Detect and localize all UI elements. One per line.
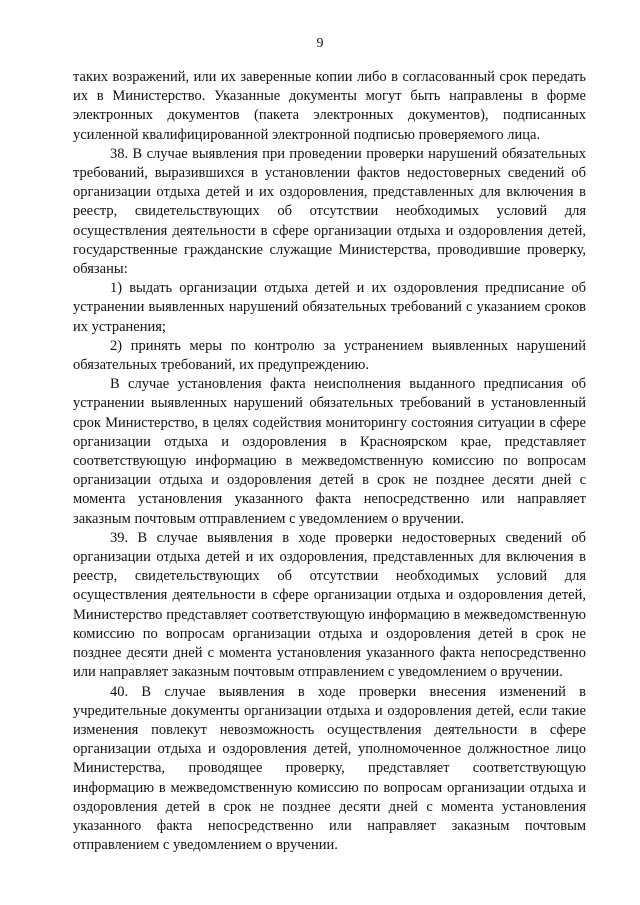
page-number: 9 [316,36,324,51]
paragraph-item-38-subitem-2: 2) принять меры по контролю за устранением выявленных нарушений обязательных требований, их предупреждению. [73,337,586,374]
paragraph-item-38: 38. В случае выявления при проведении проверки нарушений обязательных требований, выразившихся в установлении фактов недостоверных сведений об организации отдыха детей и их оздоровления, представленных для включения в реестр, свидетельствующих об отсутствии необходимых условий для осуществления деятельности в сфере организации отдыха и оздоровления детей, государственные гражданские служащие Министерства, проводившие проверку, обязаны: [73,145,586,278]
paragraph-item-39: 39. В случае выявления в ходе проверки недостоверных сведений об организации отдыха детей и их оздоровления, представленных для включения в реестр, свидетельствующих об отсутствии необходимых условий для осуществления деятельности в сфере организации отдыха и оздоровления детей, Министерство представляет соответствующую информацию в межведомственную комиссию по вопросам организации отдыха и оздоровления детей в срок не позднее десяти дней с момента установления указанного факта непосредственно или направляет заказным почтовым отправлением с уведомлением о вручении. [73,529,586,681]
paragraph-item-40: 40. В случае выявления в ходе проверки внесения изменений в учредительные документы организации отдыха и оздоровления детей, если такие изменения повлекут невозможность осуществления деятельности в сфере организации отдыха и оздоровления детей, уполномоченное должностное лицо Министерства, проводящее проверку, представляет соответствующую информацию в межведомственную комиссию по вопросам организации отдыха и оздоровления детей в срок не позднее десяти дней с момента установления указанного факта непосредственно или направляет заказным почтовым отправлением с уведомлением о вручении. [73,683,586,854]
paragraph-item-38-subitem-1: 1) выдать организации отдыха детей и их оздоровления предписание об устранении выявленных нарушений обязательных требований с указанием сроков их устранения; [73,280,586,335]
paragraph-continuation: таких возражений, или их заверенные копии либо в согласованный срок передать их в Министерство. Указанные документы могут быть направлены в форме электронных документов (пакета электронных документов), подписанных усиленной квалифицированной электронной подписью проверяемого лица. [73,69,586,143]
paragraph-item-38-noncompliance: В случае установления факта неисполнения выданного предписания об устранении выявленных нарушений обязательных требований в установленный срок Министерство, в целях содействия мониторингу состояния ситуации в сфере организации отдыха и оздоровления в Красноярском крае, представляет соответствующую информацию в межведомственную комиссию по вопросам организации отдыха и оздоровления детей в срок не позднее десяти дней с момента установления указанного факта непосредственно или направляет заказным почтовым отправлением с уведомлением о вручении. [73,376,586,527]
document-body [73,68,586,855]
